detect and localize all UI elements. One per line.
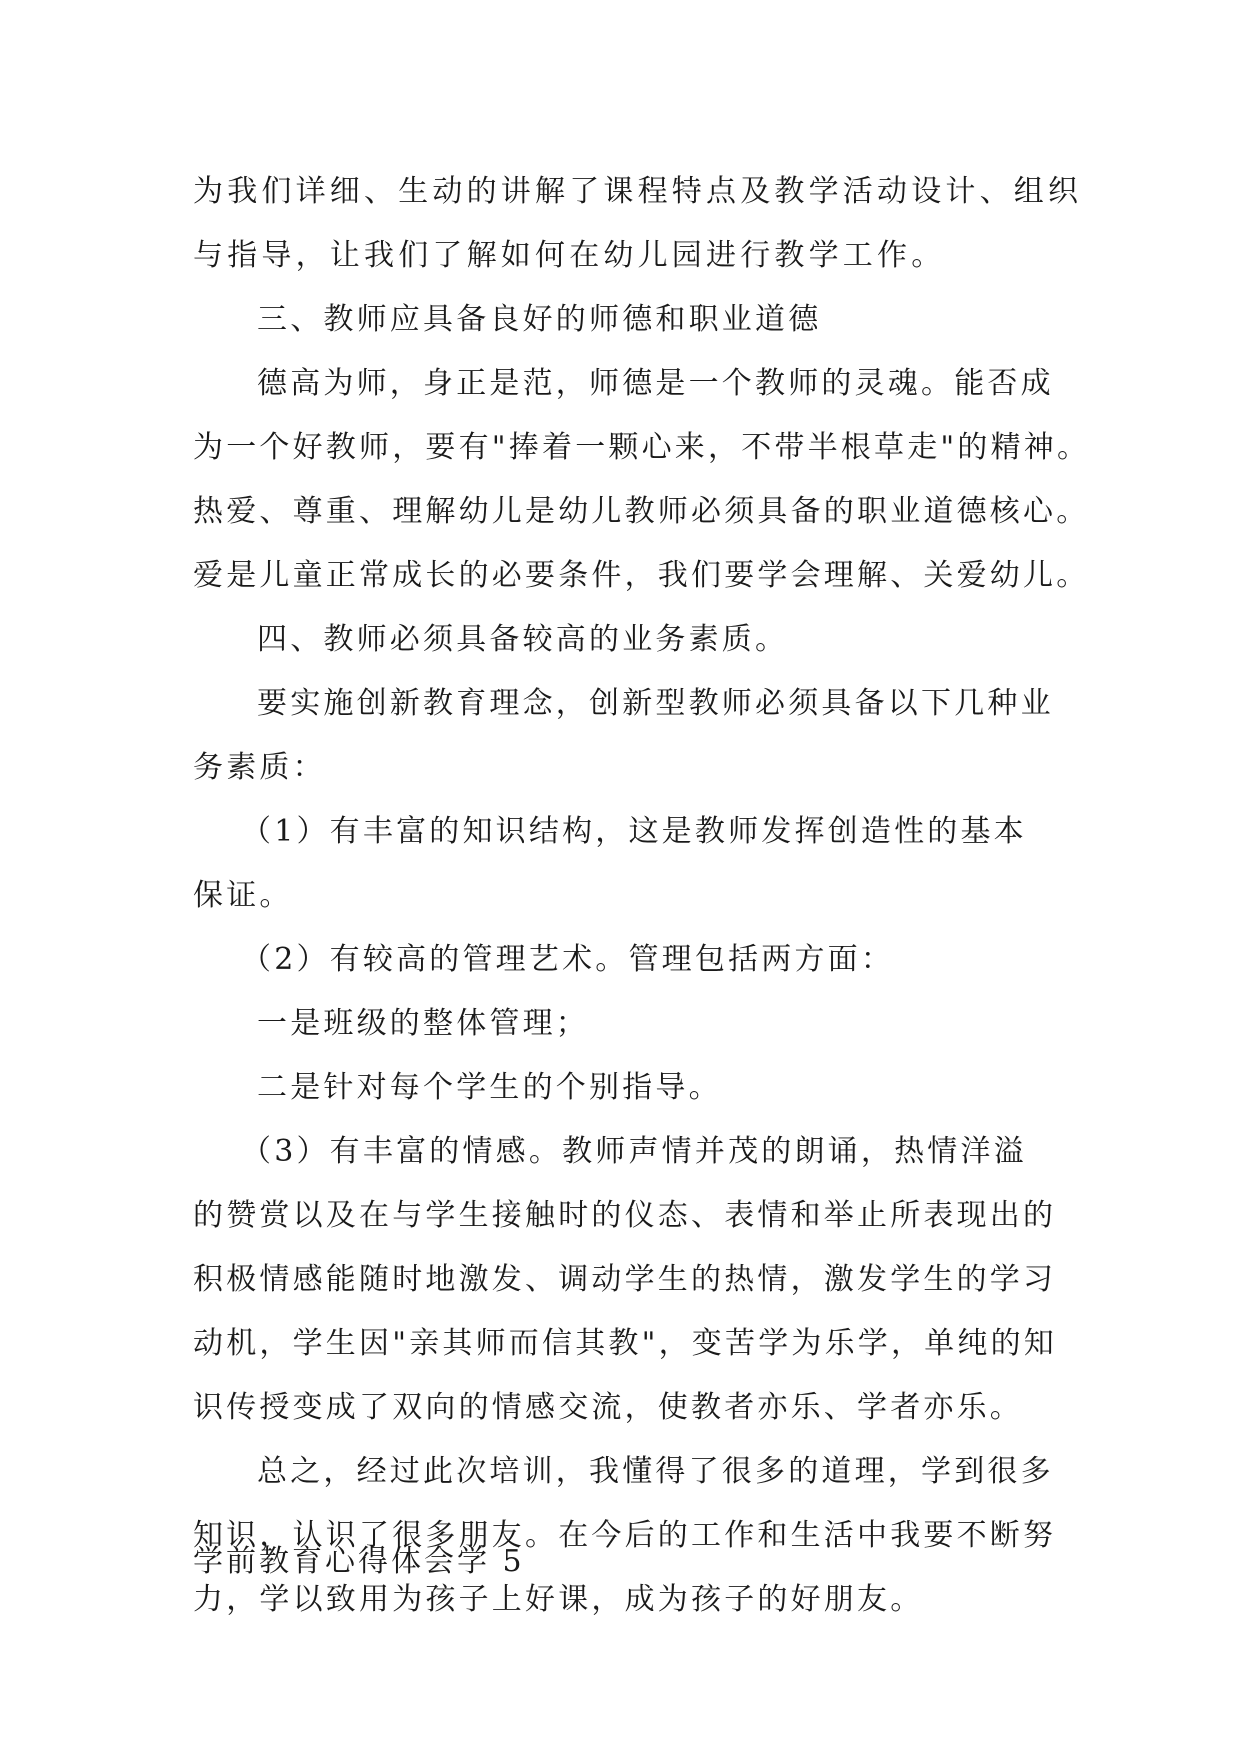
list-item-1: （1）有丰富的知识结构，这是教师发挥创造性的基本	[241, 814, 1027, 849]
paragraph-line: 德高为师，身正是范，师德是一个教师的灵魂。能否成	[257, 366, 1054, 401]
paragraph-line: 爱是儿童正常成长的必要条件，我们要学会理解、关爱幼儿。	[193, 558, 1090, 593]
paragraph-line: 热爱、尊重、理解幼儿是幼儿教师必须具备的职业道德核心。	[193, 494, 1090, 529]
paragraph-line: 要实施创新教育理念，创新型教师必须具备以下几种业	[257, 686, 1054, 721]
paragraph-line: 的赞赏以及在与学生接触时的仪态、表情和举止所表现出的	[193, 1198, 1057, 1233]
paragraph-line: 积极情感能随时地激发、调动学生的热情，激发学生的学习	[193, 1262, 1057, 1297]
paragraph-line: 为我们详细、生动的讲解了课程特点及教学活动设计、组织	[193, 174, 1083, 209]
sub-item: 二是针对每个学生的个别指导。	[257, 1070, 722, 1105]
list-item-3: （3）有丰富的情感。教师声情并茂的朗诵，热情洋溢	[241, 1134, 1027, 1169]
section-title: 学前教育心得体会学 5	[193, 1544, 525, 1579]
paragraph-line: 总之，经过此次培训，我懂得了很多的道理，学到很多	[257, 1454, 1054, 1489]
paragraph-line: 知识，认识了很多朋友。在今后的工作和生活中我要不断努	[193, 1518, 1057, 1553]
paragraph-line: 识传授变成了双向的情感交流，使教者亦乐、学者亦乐。	[193, 1390, 1023, 1425]
paragraph-line: 与指导，让我们了解如何在幼儿园进行教学工作。	[193, 238, 946, 273]
section-heading-3: 三、教师应具备良好的师德和职业道德	[257, 302, 822, 337]
paragraph-line: 力，学以致用为孩子上好课，成为孩子的好朋友。	[193, 1582, 924, 1617]
sub-item: 一是班级的整体管理；	[257, 1006, 589, 1041]
paragraph-line: 务素质：	[193, 750, 326, 785]
section-heading-4: 四、教师必须具备较高的业务素质。	[257, 622, 789, 657]
paragraph-line: 保证。	[193, 878, 293, 913]
body-text	[193, 160, 1091, 1632]
paragraph-line: 动机，学生因"亲其师而信其教"，变苦学为乐学，单纯的知	[193, 1326, 1057, 1361]
list-item-2: （2）有较高的管理艺术。管理包括两方面：	[241, 942, 895, 977]
paragraph-line: 为一个好教师，要有"捧着一颗心来，不带半根草走"的精神。	[193, 430, 1091, 465]
